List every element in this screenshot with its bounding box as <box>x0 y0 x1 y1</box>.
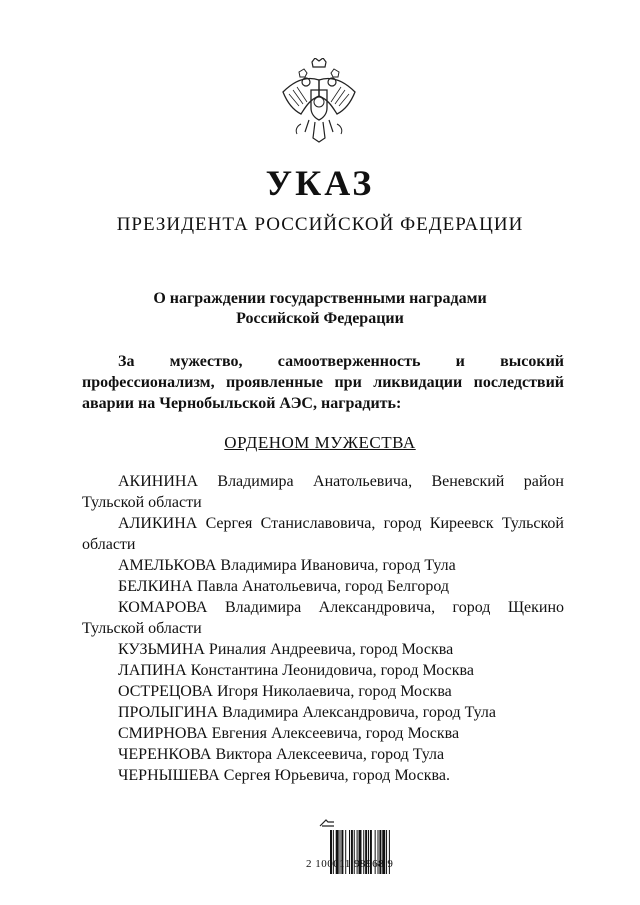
awardee-entry-continuation: области <box>82 536 136 553</box>
awardee-entry-continuation: Тульской области <box>82 620 202 637</box>
subject-line: Российской Федерации <box>236 310 404 327</box>
coat-of-arms-icon <box>279 58 359 146</box>
preamble-line: профессионализм, проявленные при ликвидации последствий <box>82 374 564 391</box>
preamble-line: За мужество, самоотверженность и высокий <box>118 353 564 370</box>
barcode-number: 2 100011 98968 9 <box>306 858 394 870</box>
awardee-entry: ОСТРЕЦОВА Игоря Николаевича, город Москва <box>118 683 452 700</box>
awardee-entry: БЕЛКИНА Павла Анатольевича, город Белгород <box>118 578 450 595</box>
awardee-entry: КОМАРОВА Владимира Александровича, город Щекино <box>118 599 564 616</box>
awardee-entry-continuation: Тульской области <box>82 494 202 511</box>
awardee-entry: ЧЕРЕНКОВА Виктора Алексеевича, город Тула <box>118 746 445 763</box>
award-heading: ОРДЕНОМ МУЖЕСТВА <box>224 433 416 452</box>
awardee-entry: АКИНИНА Владимира Анатольевича, Веневский район <box>118 473 564 490</box>
awardee-entry: ПРОЛЫГИНА Владимира Александровича, город Тула <box>118 704 496 721</box>
issuer-title: ПРЕЗИДЕНТА РОССИЙСКОЙ ФЕДЕРАЦИИ <box>116 214 524 235</box>
awardee-entry: АЛИКИНА Сергея Станиславовича, город Киреевск Тульской <box>118 515 564 532</box>
awardee-entry: СМИРНОВА Евгения Алексеевича, город Москва <box>118 725 460 742</box>
subject-line: О награждении государственными наградами <box>153 290 487 307</box>
preamble-line: аварии на Чернобыльской АЭС, наградить: <box>82 395 402 412</box>
awardee-entry: КУЗЬМИНА Риналия Андреевича, город Москва <box>118 641 454 658</box>
registration-mark-icon <box>318 818 336 828</box>
awardee-entry: ЧЕРНЫШЕВА Сергея Юрьевича, город Москва. <box>118 767 450 784</box>
awardee-entry: АМЕЛЬКОВА Владимира Ивановича, город Тула <box>118 557 456 574</box>
document-type-title: УКАЗ <box>265 163 375 203</box>
awardee-entry: ЛАПИНА Константина Леонидовича, город Москва <box>118 662 474 679</box>
